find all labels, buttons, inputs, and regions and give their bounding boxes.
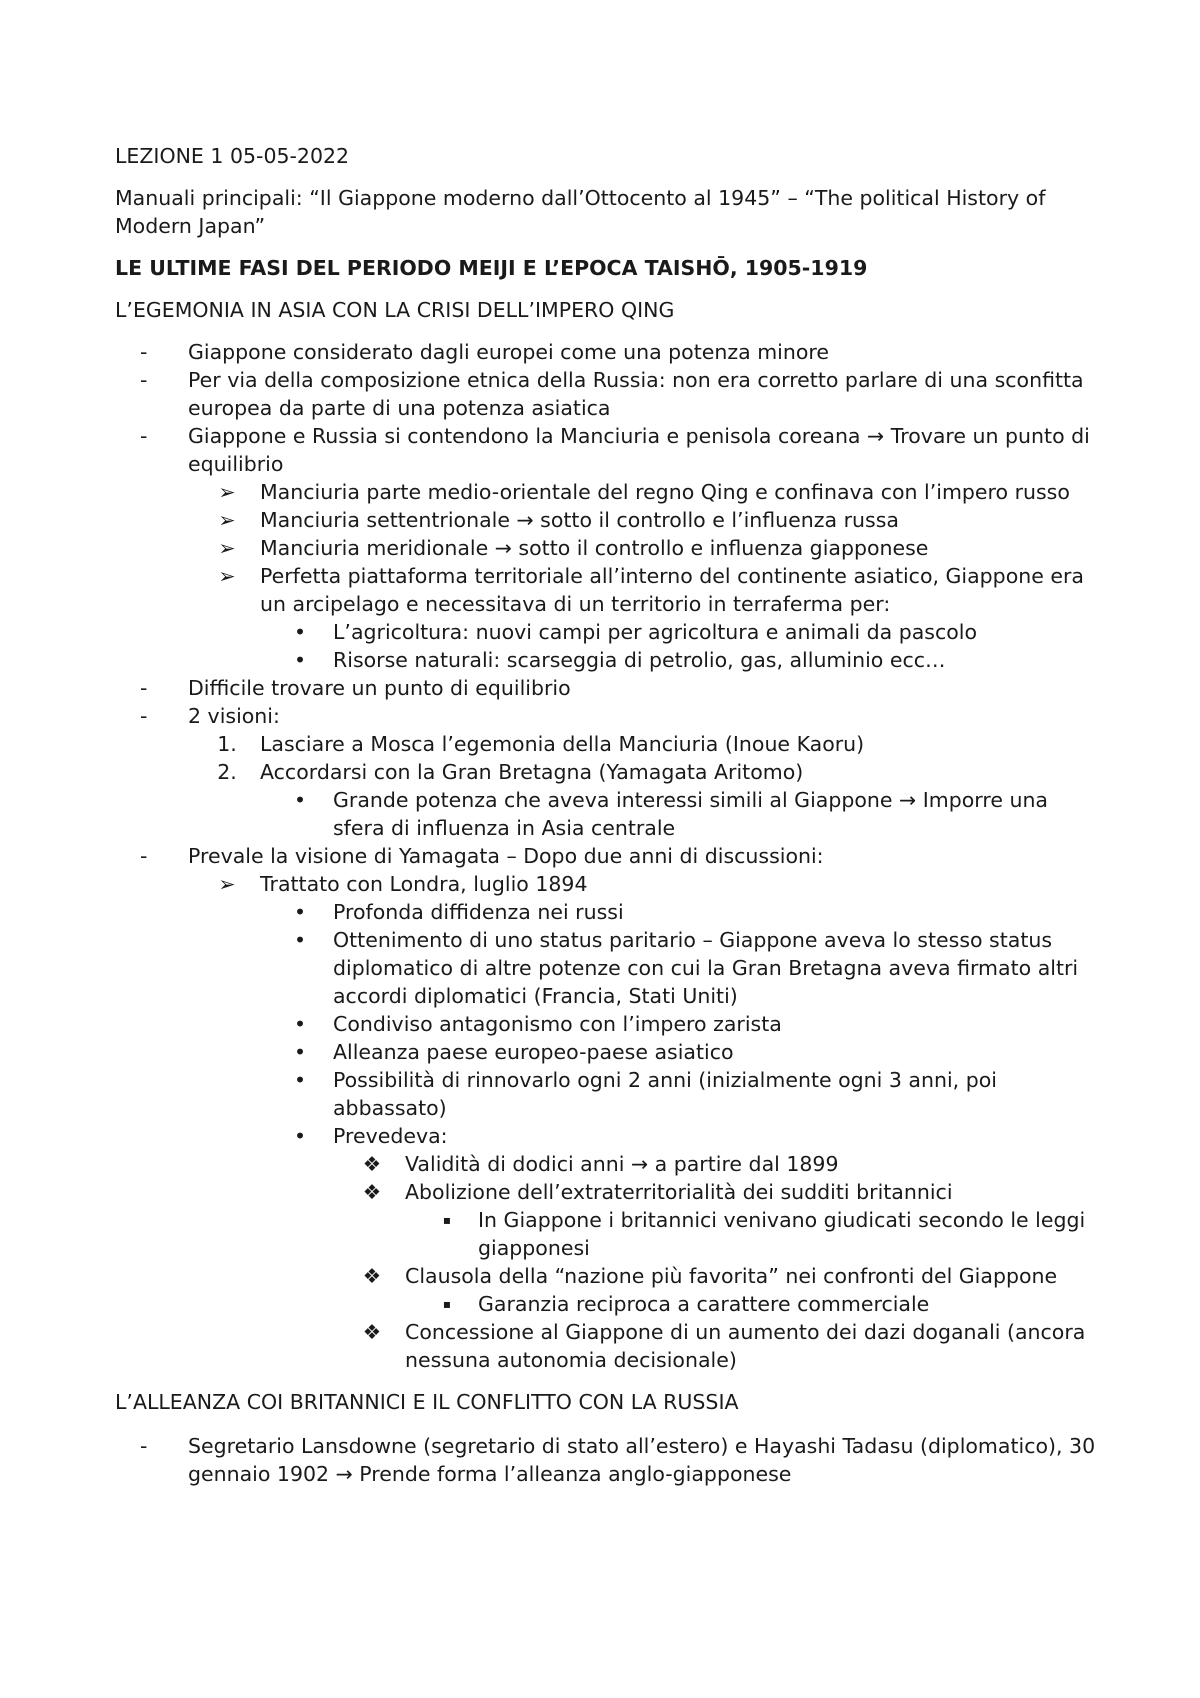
list-marker: -	[140, 704, 148, 728]
list-marker: ❖	[362, 1152, 382, 1176]
list-item-text: Grande potenza che aveva interessi simili al Giappone → Imporre una sfera di influenza in Asia centrale	[333, 788, 1048, 840]
list-item	[115, 842, 1105, 870]
lesson-heading: LEZIONE 1 05-05-2022	[115, 144, 350, 168]
list-item	[115, 758, 1105, 786]
list-marker: •	[293, 788, 307, 812]
list-item	[115, 730, 1105, 758]
list-item	[115, 1178, 1105, 1206]
list-marker: ➢	[218, 536, 236, 560]
list-marker: ❖	[362, 1264, 382, 1288]
list-item	[115, 534, 1105, 562]
list-item	[115, 870, 1105, 898]
list-item	[115, 1432, 1105, 1488]
list-item	[115, 1010, 1105, 1038]
outline-list-alliance	[115, 1432, 1105, 1488]
list-item-text: Lasciare a Mosca l’egemonia della Manciuria (Inoue Kaoru)	[260, 732, 865, 756]
list-marker: •	[293, 1040, 307, 1064]
list-marker: ➢	[218, 480, 236, 504]
list-item	[115, 1066, 1105, 1122]
list-marker: 1.	[217, 732, 237, 756]
list-marker: •	[293, 900, 307, 924]
list-item-text: Per via della composizione etnica della Russia: non era corretto parlare di una sconfitta europea da parte di una potenza asiatica	[188, 368, 1084, 420]
list-item-text: Ottenimento di uno status paritario – Giappone aveva lo stesso status diplomatico di altre potenze con cui la Gran Bretagna aveva firmato altri accordi diplomatici (Francia, Stati Uniti)	[333, 928, 1079, 1008]
list-item-text: Manciuria settentrionale → sotto il controllo e l’influenza russa	[260, 508, 899, 532]
list-item	[115, 646, 1105, 674]
list-item	[115, 562, 1105, 618]
list-item-text: Alleanza paese europeo-paese asiatico	[333, 1040, 734, 1064]
list-item-text: Prevedeva:	[333, 1124, 448, 1148]
list-marker: •	[293, 1124, 307, 1148]
list-marker: ➢	[218, 872, 236, 896]
list-item-text: Abolizione dell’extraterritorialità dei sudditi britannici	[405, 1180, 953, 1204]
list-marker: ➢	[218, 508, 236, 532]
list-item-text: Profonda diffidenza nei russi	[333, 900, 624, 924]
list-item	[115, 422, 1105, 478]
list-item	[115, 786, 1105, 842]
list-item	[115, 1318, 1105, 1374]
list-marker: •	[293, 620, 307, 644]
list-marker: ❖	[362, 1320, 382, 1344]
list-item	[115, 1290, 1105, 1318]
list-item-text: 2 visioni:	[188, 704, 280, 728]
list-item	[115, 366, 1105, 422]
list-marker: 2.	[217, 760, 237, 784]
chapter-title: LE ULTIME FASI DEL PERIODO MEIJI E L’EPOCA TAISHŌ, 1905-1919	[115, 256, 868, 280]
list-item-text: Possibilità di rinnovarlo ogni 2 anni (inizialmente ogni 3 anni, poi abbassato)	[333, 1068, 997, 1120]
list-item-text: Giappone considerato dagli europei come una potenza minore	[188, 340, 829, 364]
list-item	[115, 1262, 1105, 1290]
list-marker: -	[140, 368, 148, 392]
list-item-text: Trattato con Londra, luglio 1894	[260, 872, 588, 896]
list-item	[115, 926, 1105, 1010]
list-item-text: Difficile trovare un punto di equilibrio	[188, 676, 571, 700]
section-heading-hegemony: L’EGEMONIA IN ASIA CON LA CRISI DELL’IMPERO QING	[115, 298, 675, 322]
list-item-text: Prevale la visione di Yamagata – Dopo due anni di discussioni:	[188, 844, 824, 868]
list-item	[115, 506, 1105, 534]
list-item-text: Perfetta piattaforma territoriale all’interno del continente asiatico, Giappone era un arcipelago e necessitava di un territorio in terraferma per:	[260, 564, 1084, 616]
list-item	[115, 618, 1105, 646]
list-marker: •	[293, 1068, 307, 1092]
list-marker: ▪	[442, 1213, 452, 1227]
list-item-text: Manciuria meridionale → sotto il controllo e influenza giapponese	[260, 536, 929, 560]
list-item	[115, 1122, 1105, 1150]
list-marker: -	[140, 676, 148, 700]
list-item	[115, 1206, 1105, 1262]
list-marker: -	[140, 1434, 148, 1458]
list-item-text: In Giappone i britannici venivano giudicati secondo le leggi giapponesi	[478, 1208, 1086, 1260]
list-item-text: Validità di dodici anni → a partire dal 1899	[405, 1152, 839, 1176]
list-item	[115, 1038, 1105, 1066]
list-item	[115, 338, 1105, 366]
list-item-text: Segretario Lansdowne (segretario di stato all’estero) e Hayashi Tadasu (diplomatico), 30 gennaio 1902 → Prende forma l’alleanza anglo-giapponese	[188, 1434, 1096, 1486]
list-item	[115, 1150, 1105, 1178]
list-item-text: L’agricoltura: nuovi campi per agricoltura e animali da pascolo	[333, 620, 978, 644]
list-marker: •	[293, 1012, 307, 1036]
list-item-text: Condiviso antagonismo con l’impero zarista	[333, 1012, 782, 1036]
list-marker: ▪	[442, 1297, 452, 1311]
list-marker: -	[140, 844, 148, 868]
outline-list-hegemony	[115, 338, 1105, 1374]
list-marker: -	[140, 340, 148, 364]
list-marker: ➢	[218, 564, 236, 588]
list-item-text: Giappone e Russia si contendono la Manciuria e penisola coreana → Trovare un punto di equilibrio	[188, 424, 1090, 476]
list-marker: •	[293, 648, 307, 672]
manuals-line: Manuali principali: “Il Giappone moderno dall’Ottocento al 1945” – “The political History of Modern Japan”	[115, 186, 1046, 238]
list-item	[115, 674, 1105, 702]
list-marker: ❖	[362, 1180, 382, 1204]
list-item-text: Concessione al Giappone di un aumento dei dazi doganali (ancora nessuna autonomia decisionale)	[405, 1320, 1086, 1372]
list-item-text: Accordarsi con la Gran Bretagna (Yamagata Aritomo)	[260, 760, 804, 784]
list-item	[115, 478, 1105, 506]
list-marker: •	[293, 928, 307, 952]
list-item	[115, 702, 1105, 730]
document-body	[115, 142, 1105, 1488]
list-marker: -	[140, 424, 148, 448]
list-item-text: Manciuria parte medio-orientale del regno Qing e confinava con l’impero russo	[260, 480, 1070, 504]
list-item-text: Risorse naturali: scarseggia di petrolio, gas, alluminio ecc…	[333, 648, 946, 672]
section-heading-alliance: L’ALLEANZA COI BRITANNICI E IL CONFLITTO CON LA RUSSIA	[115, 1390, 739, 1414]
list-item-text: Clausola della “nazione più favorita” nei confronti del Giappone	[405, 1264, 1058, 1288]
list-item-text: Garanzia reciproca a carattere commerciale	[478, 1292, 930, 1316]
list-item	[115, 898, 1105, 926]
